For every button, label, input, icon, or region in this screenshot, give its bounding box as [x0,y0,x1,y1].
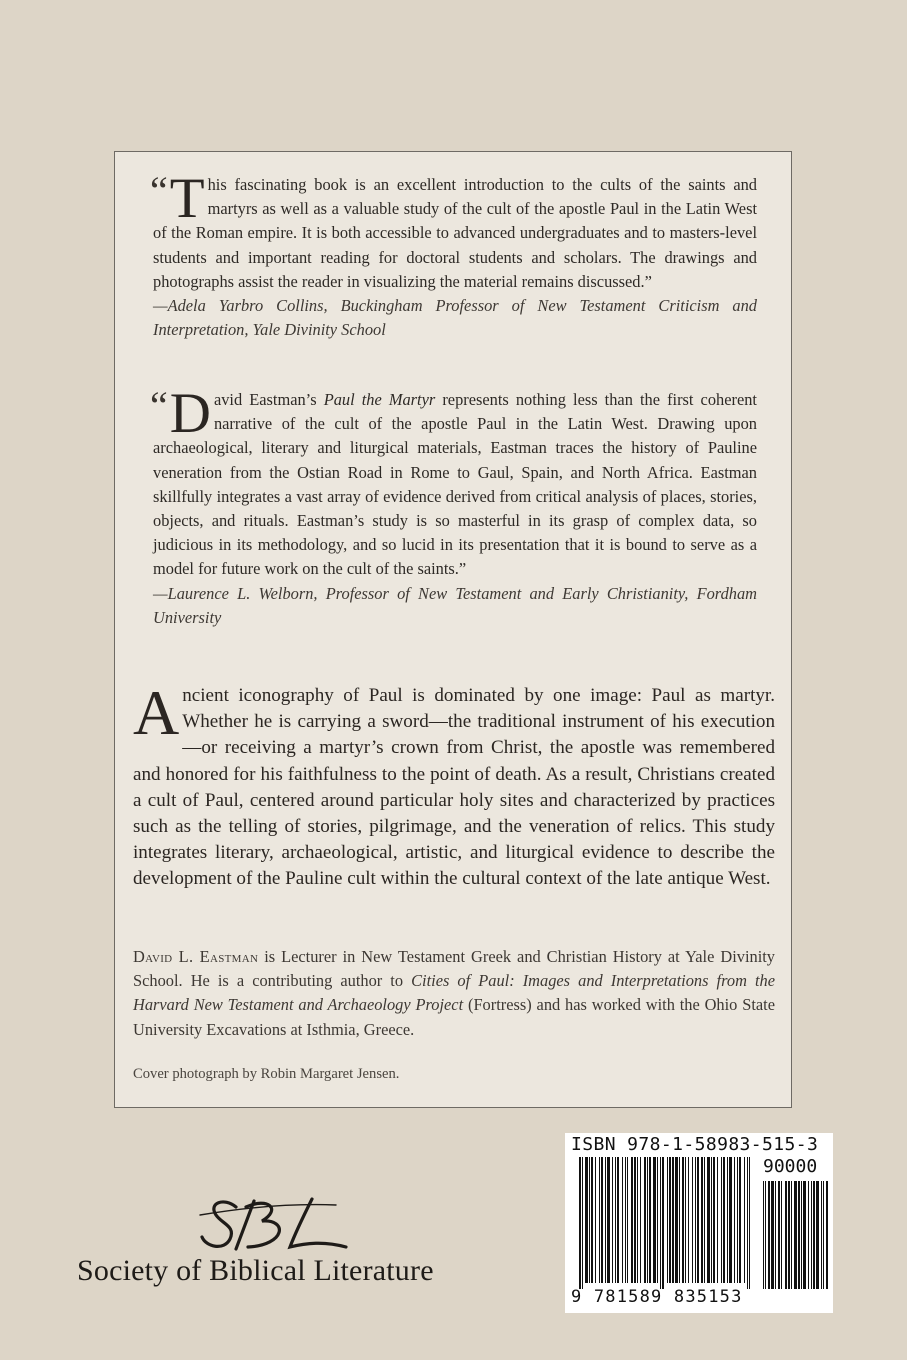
barcode-addon-bar [768,1181,770,1289]
quote-2-text-a: avid Eastman’s [213,390,324,409]
bio-text-a: is Lecturer in New Testament Greek and Christian History at Yale Divinity School. He is a contributing author to [133,947,775,991]
barcode-bar [644,1157,646,1283]
barcode-bar [688,1157,689,1283]
barcode-addon-bar [788,1181,790,1289]
barcode-bar [727,1157,728,1283]
isbn-text: ISBN 978-1-58983-515-3 [571,1134,819,1155]
barcode-bar [669,1157,671,1283]
bio-text-b: (Fortress) and has worked with the Ohio State University Excavations at Isthmia, Greece. [133,995,775,1039]
barcode-bar [729,1157,732,1283]
barcode-bar [582,1157,583,1289]
blurb-panel [114,151,792,1108]
quote-1-text: his fascinating book is an excellent introduction to the cults of the saints and martyrs as well as a valuable study of the cult of the apostle Paul in the Latin West of the Roman empire. It is both accessible to advanced undergraduates and to masters-level students and important reading for doctoral students and scholars. The drawings and photographs assist the reader in visualizing the material remains discussed.” [153,175,757,291]
barcode-addon-bar [803,1181,806,1289]
barcode-bar [685,1157,686,1283]
drop-cap: D [169,382,211,445]
barcode-bar [675,1157,678,1283]
price-code: 90000 [763,1156,818,1177]
barcode-bar [657,1157,658,1283]
barcode-bar [747,1157,748,1289]
author-name: David L. Eastman [133,947,259,966]
barcode-addon-bar [778,1181,780,1289]
barcode-addon-bar [791,1181,792,1289]
barcode-bar [647,1157,648,1283]
barcode-addon-bar [811,1181,812,1289]
description-text: ncient iconography of Paul is dominated by one image: Paul as martyr. Whether he is carrying a sword—the traditional instrument of his execution—or receiving a martyr’s crown from Christ, the apostle was remembered and honored for his faithfulness to the point of death. As a result, Christians created a cult of Paul, centered around particular holy sites and characterized by practices such as the telling of stories, pilgrimage, and the veneration of relics. This study integrates literary, archaeological, artistic, and liturgical evidence to describe the development of the Pauline cult within the cultural context of the late antique West. [133,685,775,890]
barcode-addon-bar [801,1181,802,1289]
barcode-addon-bar [771,1181,774,1289]
barcode-bar [591,1157,593,1283]
barcode-bar [612,1157,613,1283]
barcode-bar [637,1157,638,1283]
barcode-bar [631,1157,633,1283]
barcode-bar [617,1157,619,1283]
quote-2-attribution: —Laurence L. Welborn, Professor of New Testament and Early Christianity, Fordham University [153,583,757,627]
publisher-name: Society of Biblical Literature [77,1254,434,1287]
barcode-addon-bar [785,1181,787,1289]
barcode-addon-bar [794,1181,797,1289]
quote-2-body [150,382,757,582]
barcode-bar [717,1157,718,1283]
barcode-addon-bar [823,1181,824,1289]
barcode-addon-bar [781,1181,782,1289]
barcode-bar [721,1157,722,1283]
barcode-addon-bar [826,1181,828,1289]
barcode-bars [565,1133,833,1313]
barcode-addon-bar [765,1181,766,1289]
barcode-addon-bar [813,1181,815,1289]
barcode-bar [640,1157,641,1283]
barcode-bar [653,1157,656,1283]
barcode-bar [697,1157,699,1283]
barcode-bar [713,1157,715,1283]
contributed-title: Cities of Paul: Images and Interpretations from the Harvard New Testament and Archaeology Project [133,971,775,1015]
sbl-logo [196,1193,356,1255]
barcode-bar [625,1157,626,1283]
barcode-addon-bar [821,1181,822,1289]
open-quote-mark: “ [150,383,168,428]
barcode-bar [649,1157,651,1283]
barcode-bar [737,1157,738,1283]
barcode-bar [599,1157,600,1283]
barcode-addon-bar [775,1181,776,1289]
barcode-bar [622,1157,623,1283]
barcode-bar [660,1157,661,1289]
barcode-bar [589,1157,590,1283]
barcode-bar [672,1157,674,1283]
quote-1-body [150,167,757,294]
book-title: Paul the Martyr [323,390,436,409]
barcode-bar [707,1157,710,1283]
barcode-bar [595,1157,596,1283]
cover-credit: Cover photograph by Robin Margaret Jensen. [133,1066,400,1082]
ean-digits: 9 781589 835153 [571,1287,743,1307]
author-bio [133,945,775,1042]
barcode-bar [627,1157,628,1283]
barcode-bar [734,1157,735,1283]
barcode-bar [739,1157,741,1283]
barcode-bar [601,1157,603,1283]
barcode-bar [667,1157,668,1283]
barcode-bar [744,1157,745,1283]
quote-1-attribution: —Adela Yarbro Collins, Buckingham Professor of New Testament Criticism and Interpretation, Yale Divinity School [153,296,757,340]
sbl-logo-mark [196,1193,356,1255]
barcode-bar [615,1157,616,1283]
barcode-bar [579,1157,581,1289]
barcode-addon-bar [763,1181,764,1289]
drop-cap: A [133,677,180,748]
barcode-addon-bar [808,1181,809,1289]
barcode-bar [634,1157,636,1283]
barcode-addon-bar [798,1181,800,1289]
barcode-bar [585,1157,588,1283]
endorsement-quote-2 [150,382,757,630]
drop-cap: T [169,167,205,230]
barcode-bar [679,1157,680,1283]
isbn-barcode [565,1133,833,1313]
barcode-bar [704,1157,705,1283]
barcode-bar [682,1157,684,1283]
barcode-bar [605,1157,606,1283]
barcode-bar [711,1157,712,1283]
barcode-addon-bar [816,1181,819,1289]
open-quote-mark: “ [150,168,168,213]
book-description [133,677,775,893]
barcode-bar [607,1157,610,1283]
barcode-bar [701,1157,703,1283]
barcode-bar [749,1157,750,1289]
barcode-bar [723,1157,725,1283]
endorsement-quote-1 [150,167,757,342]
barcode-bar [692,1157,693,1283]
barcode-bar [662,1157,664,1289]
barcode-bar [695,1157,696,1283]
quote-2-text-b: represents nothing less than the first coherent narrative of the cult of the apostle Paul in the Latin West. Drawing upon archaeological, literary and liturgical materials, Eastman traces the history of Pauline veneration from the Ostian Road in Rome to Gaul, Spain, and North Africa. Eastman skillfully integrates a vast array of evidence derived from critical analysis of places, stories, objects, and rituals. Eastman’s study is so masterful in its grasp of complex data, so judicious in its methodology, and so lucid in its presentation that it is bound to serve as a model for future work on the cult of the saints.” [153,390,757,579]
